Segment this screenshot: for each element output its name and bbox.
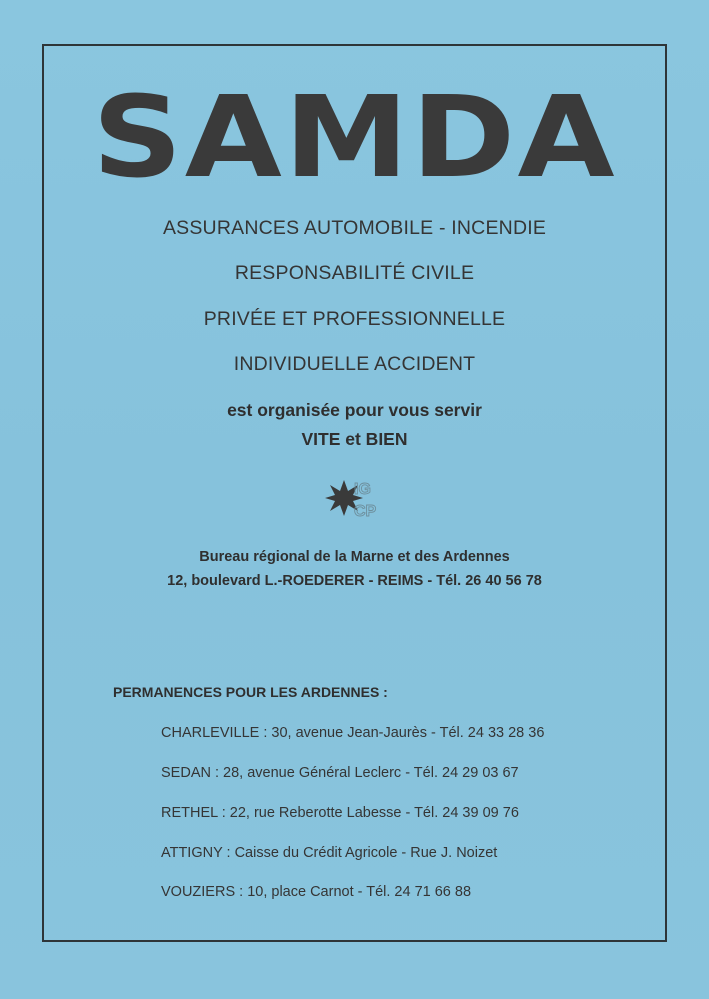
- service-line-2: RESPONSABILITÉ CIVILE: [234, 262, 475, 284]
- office-sedan: SEDAN : 28, avenue Général Leclerc - Tél. 24 29 03 67: [161, 765, 519, 781]
- office-attigny: ATTIGNY : Caisse du Crédit Agricole - Rue J. Noizet: [161, 845, 498, 861]
- office-rethel: RETHEL : 22, rue Reberotte Labesse - Tél. 24 39 09 76: [161, 805, 519, 821]
- regional-office-address: 12, boulevard L.-ROEDERER - REIMS - Tél. 26 40 56 78: [167, 573, 542, 589]
- emblem-letters-top: IG: [354, 481, 371, 498]
- starburst-icon: [322, 474, 388, 522]
- service-line-4: INDIVIDUELLE ACCIDENT: [233, 353, 476, 375]
- permanences-title: PERMANENCES POUR LES ARDENNES :: [113, 684, 388, 700]
- office-vouziers: VOUZIERS : 10, place Carnot - Tél. 24 71 66 88: [161, 884, 472, 900]
- service-line-1: ASSURANCES AUTOMOBILE - INCENDIE: [162, 217, 547, 239]
- tagline-line-2: VITE et BIEN: [301, 429, 408, 449]
- regional-office-name: Bureau régional de la Marne et des Ardennes: [199, 549, 510, 565]
- office-charleville: CHARLEVILLE : 30, avenue Jean-Jaurès - Tél. 24 33 28 36: [161, 725, 545, 741]
- service-line-3: PRIVÉE ET PROFESSIONNELLE: [203, 308, 506, 330]
- tagline-line-1: est organisée pour vous servir: [227, 400, 482, 420]
- emblem-letters-bottom: CP: [354, 503, 377, 520]
- samda-logo: SAMDA: [92, 73, 617, 203]
